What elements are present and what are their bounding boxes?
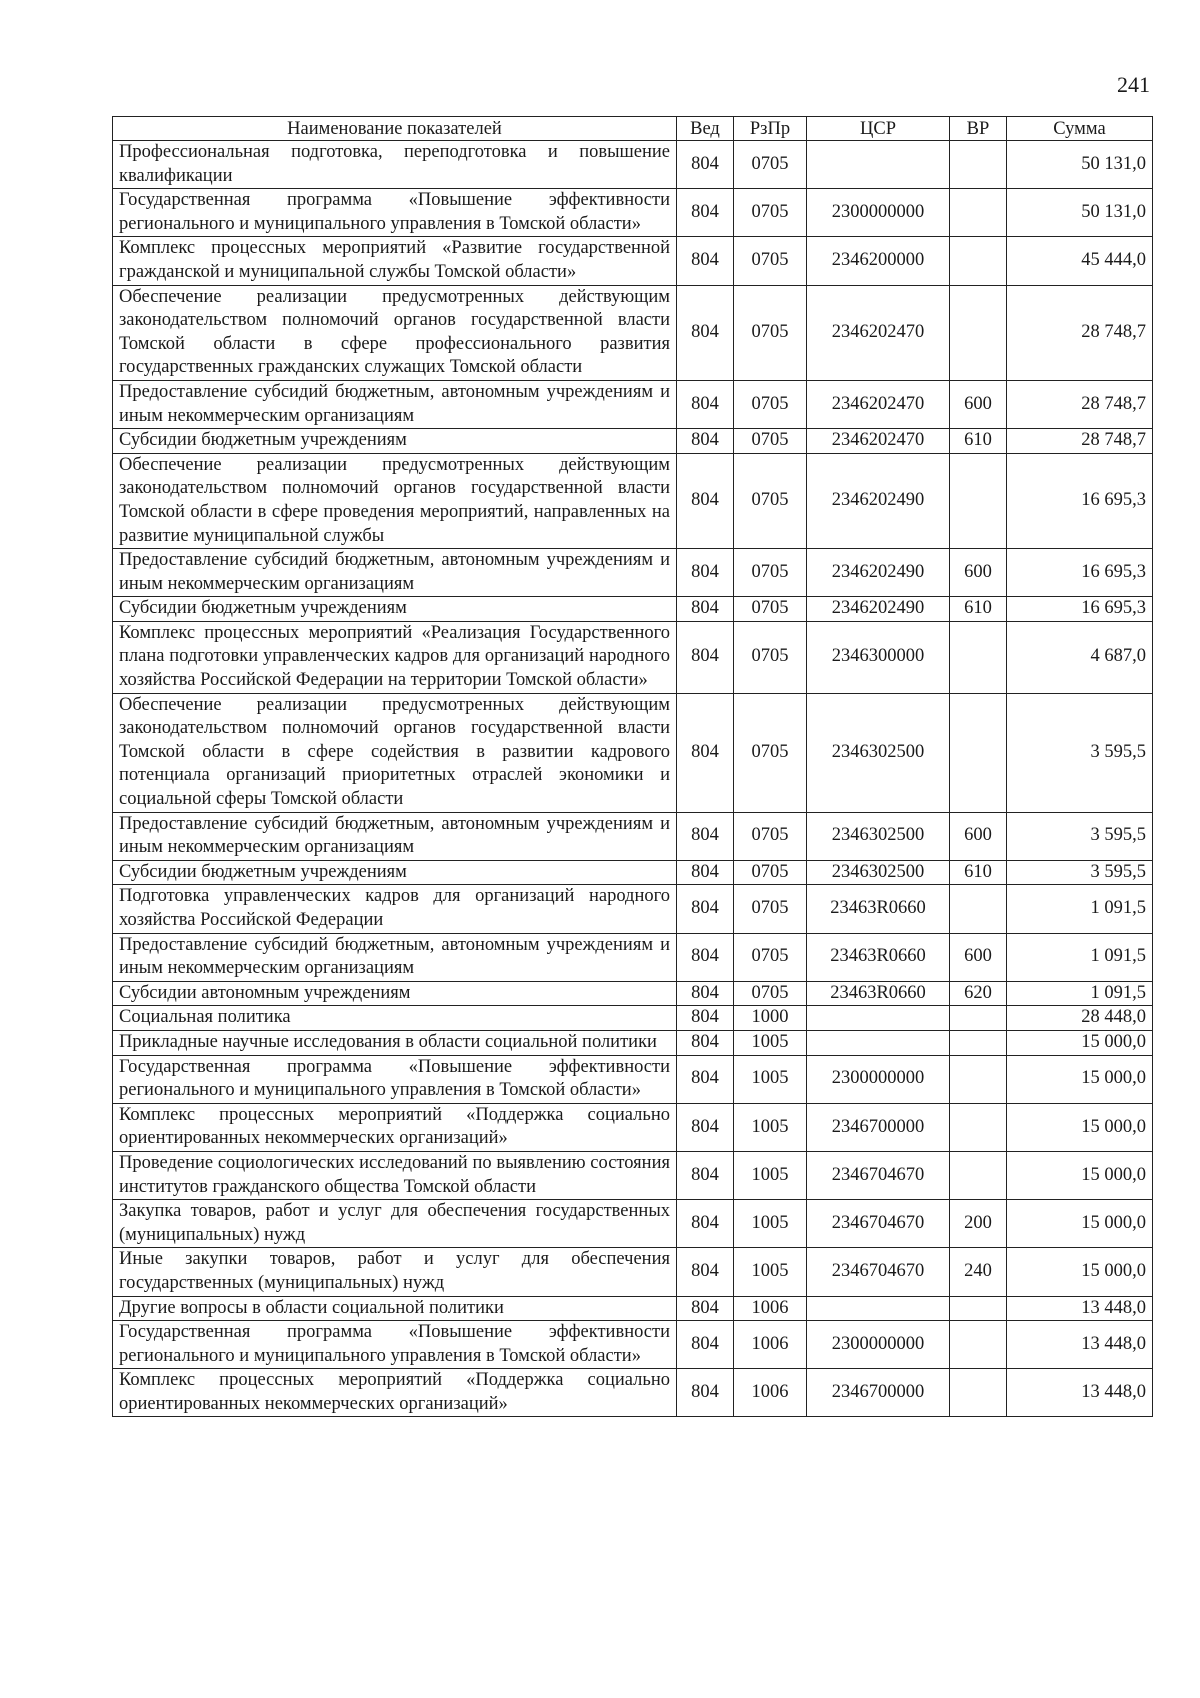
row-name: Предоставление субсидий бюджетным, автономным учреждениям и иным некоммерческим организациям [113, 549, 677, 597]
table-row [113, 981, 1153, 1006]
row-csr: 2346202490 [807, 453, 950, 548]
row-rzpr: 0705 [734, 597, 807, 622]
row-vr [950, 1321, 1007, 1369]
row-ved: 804 [677, 885, 734, 933]
row-rzpr: 0705 [734, 860, 807, 885]
row-vr [950, 1006, 1007, 1031]
page-number: 241 [1117, 72, 1150, 97]
row-name: Предоставление субсидий бюджетным, автономным учреждениям и иным некоммерческим организациям [113, 933, 677, 981]
row-sum: 15 000,0 [1007, 1103, 1153, 1151]
row-name: Другие вопросы в области социальной политики [113, 1296, 677, 1321]
row-csr: 2346704670 [807, 1200, 950, 1248]
table-row [113, 1055, 1153, 1103]
row-rzpr: 1005 [734, 1248, 807, 1296]
row-rzpr: 0705 [734, 141, 807, 189]
row-vr [950, 1369, 1007, 1417]
table-row [113, 1200, 1153, 1248]
row-sum: 28 448,0 [1007, 1006, 1153, 1031]
row-name: Субсидии бюджетным учреждениям [113, 860, 677, 885]
row-csr: 2346704670 [807, 1248, 950, 1296]
table-row [113, 453, 1153, 548]
row-csr [807, 1296, 950, 1321]
row-sum: 13 448,0 [1007, 1321, 1153, 1369]
table-row [113, 285, 1153, 380]
row-ved: 804 [677, 1321, 734, 1369]
row-rzpr: 0705 [734, 812, 807, 860]
table-row [113, 885, 1153, 933]
table-row [113, 933, 1153, 981]
table-header-row [113, 117, 1153, 141]
row-ved: 804 [677, 981, 734, 1006]
row-rzpr: 0705 [734, 453, 807, 548]
table-row [113, 141, 1153, 189]
row-vr: 600 [950, 549, 1007, 597]
table-row [113, 1248, 1153, 1296]
row-sum: 1 091,5 [1007, 981, 1153, 1006]
row-ved: 804 [677, 237, 734, 285]
header-ved: Вед [677, 117, 734, 141]
table-row [113, 1006, 1153, 1031]
row-ved: 804 [677, 1248, 734, 1296]
table-row [113, 812, 1153, 860]
row-csr: 23463R0660 [807, 885, 950, 933]
row-ved: 804 [677, 1151, 734, 1199]
row-csr: 2346202470 [807, 285, 950, 380]
table-row [113, 237, 1153, 285]
row-csr: 2346200000 [807, 237, 950, 285]
row-vr: 600 [950, 812, 1007, 860]
row-rzpr: 1005 [734, 1030, 807, 1055]
row-vr: 610 [950, 860, 1007, 885]
row-ved: 804 [677, 1369, 734, 1417]
table-row [113, 1103, 1153, 1151]
row-rzpr: 0705 [734, 621, 807, 693]
row-rzpr: 1006 [734, 1369, 807, 1417]
row-name: Комплекс процессных мероприятий «Поддержка социально ориентированных некоммерческих организаций» [113, 1103, 677, 1151]
row-sum: 28 748,7 [1007, 429, 1153, 454]
row-vr [950, 693, 1007, 812]
row-csr: 2300000000 [807, 1055, 950, 1103]
row-ved: 804 [677, 1055, 734, 1103]
row-vr: 200 [950, 1200, 1007, 1248]
table-row [113, 380, 1153, 428]
row-sum: 4 687,0 [1007, 621, 1153, 693]
row-name: Государственная программа «Повышение эффективности регионального и муниципального управления в Томской области» [113, 189, 677, 237]
row-ved: 804 [677, 1200, 734, 1248]
row-sum: 50 131,0 [1007, 141, 1153, 189]
row-csr: 2346202490 [807, 549, 950, 597]
row-name: Предоставление субсидий бюджетным, автономным учреждениям и иным некоммерческим организациям [113, 380, 677, 428]
row-name: Профессиональная подготовка, переподготовка и повышение квалификации [113, 141, 677, 189]
row-csr: 2346700000 [807, 1369, 950, 1417]
row-rzpr: 0705 [734, 380, 807, 428]
table-row [113, 429, 1153, 454]
row-vr [950, 237, 1007, 285]
table-row [113, 549, 1153, 597]
table-row [113, 1030, 1153, 1055]
row-csr: 2300000000 [807, 189, 950, 237]
row-name: Комплекс процессных мероприятий «Развитие государственной гражданской и муниципальной службы Томской области» [113, 237, 677, 285]
row-vr [950, 1030, 1007, 1055]
table-row [113, 693, 1153, 812]
row-rzpr: 0705 [734, 981, 807, 1006]
row-sum: 15 000,0 [1007, 1030, 1153, 1055]
row-vr: 240 [950, 1248, 1007, 1296]
row-sum: 3 595,5 [1007, 860, 1153, 885]
row-ved: 804 [677, 429, 734, 454]
row-name: Комплекс процессных мероприятий «Реализация Государственного плана подготовки управленческих кадров для организаций народного хозяйства Российской Федерации на территории Томской области» [113, 621, 677, 693]
row-name: Предоставление субсидий бюджетным, автономным учреждениям и иным некоммерческим организациям [113, 812, 677, 860]
row-csr: 2346202490 [807, 597, 950, 622]
row-name: Комплекс процессных мероприятий «Поддержка социально ориентированных некоммерческих организаций» [113, 1369, 677, 1417]
row-csr: 2346302500 [807, 693, 950, 812]
table-row [113, 597, 1153, 622]
header-vr: ВР [950, 117, 1007, 141]
row-rzpr: 0705 [734, 285, 807, 380]
row-ved: 804 [677, 621, 734, 693]
row-rzpr: 1005 [734, 1200, 807, 1248]
row-name: Подготовка управленческих кадров для организаций народного хозяйства Российской Федерации [113, 885, 677, 933]
row-sum: 15 000,0 [1007, 1248, 1153, 1296]
row-sum: 1 091,5 [1007, 885, 1153, 933]
header-rzpr: РзПр [734, 117, 807, 141]
row-ved: 804 [677, 1103, 734, 1151]
row-sum: 15 000,0 [1007, 1151, 1153, 1199]
table-row [113, 1151, 1153, 1199]
row-vr: 600 [950, 933, 1007, 981]
budget-table [112, 116, 1153, 1417]
row-csr: 2346302500 [807, 860, 950, 885]
row-ved: 804 [677, 860, 734, 885]
header-name: Наименование показателей [113, 117, 677, 141]
row-name: Субсидии бюджетным учреждениям [113, 429, 677, 454]
row-vr [950, 621, 1007, 693]
row-vr: 610 [950, 597, 1007, 622]
row-sum: 50 131,0 [1007, 189, 1153, 237]
row-sum: 15 000,0 [1007, 1055, 1153, 1103]
row-rzpr: 1005 [734, 1103, 807, 1151]
row-rzpr: 0705 [734, 429, 807, 454]
table-row [113, 1321, 1153, 1369]
row-vr [950, 189, 1007, 237]
row-csr [807, 1030, 950, 1055]
row-rzpr: 1005 [734, 1055, 807, 1103]
row-ved: 804 [677, 141, 734, 189]
table-row [113, 189, 1153, 237]
table-row [113, 621, 1153, 693]
header-sum: Сумма [1007, 117, 1153, 141]
row-name: Государственная программа «Повышение эффективности регионального и муниципального управления в Томской области» [113, 1055, 677, 1103]
row-rzpr: 0705 [734, 933, 807, 981]
row-csr: 2346300000 [807, 621, 950, 693]
row-name: Проведение социологических исследований по выявлению состояния институтов гражданского общества Томской области [113, 1151, 677, 1199]
table-row [113, 860, 1153, 885]
table-row [113, 1369, 1153, 1417]
row-vr [950, 1151, 1007, 1199]
header-csr: ЦСР [807, 117, 950, 141]
row-rzpr: 1000 [734, 1006, 807, 1031]
row-vr [950, 1296, 1007, 1321]
row-vr: 610 [950, 429, 1007, 454]
row-name: Обеспечение реализации предусмотренных действующим законодательством полномочий органов государственной власти Томской области в сфере содействия в развитии кадрового потенциала организаций приоритетных отраслей экономики и социальной сферы Томской области [113, 693, 677, 812]
row-vr: 600 [950, 380, 1007, 428]
row-ved: 804 [677, 549, 734, 597]
row-sum: 16 695,3 [1007, 453, 1153, 548]
row-sum: 13 448,0 [1007, 1296, 1153, 1321]
row-ved: 804 [677, 285, 734, 380]
table-row [113, 1296, 1153, 1321]
row-csr: 23463R0660 [807, 933, 950, 981]
row-ved: 804 [677, 1030, 734, 1055]
row-sum: 28 748,7 [1007, 285, 1153, 380]
row-rzpr: 0705 [734, 693, 807, 812]
row-csr: 2346202470 [807, 429, 950, 454]
row-rzpr: 1006 [734, 1296, 807, 1321]
row-vr [950, 141, 1007, 189]
table-body [113, 141, 1153, 1417]
row-vr [950, 1103, 1007, 1151]
row-name: Социальная политика [113, 1006, 677, 1031]
row-sum: 28 748,7 [1007, 380, 1153, 428]
row-ved: 804 [677, 1296, 734, 1321]
row-name: Обеспечение реализации предусмотренных действующим законодательством полномочий органов государственной власти Томской области в сфере профессионального развития государственных гражданских служащих Томской области [113, 285, 677, 380]
row-name: Иные закупки товаров, работ и услуг для обеспечения государственных (муниципальных) нужд [113, 1248, 677, 1296]
row-rzpr: 0705 [734, 189, 807, 237]
row-csr: 2346704670 [807, 1151, 950, 1199]
row-ved: 804 [677, 1006, 734, 1031]
row-csr: 2300000000 [807, 1321, 950, 1369]
row-vr [950, 1055, 1007, 1103]
row-csr [807, 141, 950, 189]
row-ved: 804 [677, 812, 734, 860]
row-sum: 45 444,0 [1007, 237, 1153, 285]
row-name: Прикладные научные исследования в области социальной политики [113, 1030, 677, 1055]
row-name: Субсидии автономным учреждениям [113, 981, 677, 1006]
row-csr: 2346302500 [807, 812, 950, 860]
row-vr: 620 [950, 981, 1007, 1006]
row-sum: 3 595,5 [1007, 693, 1153, 812]
row-sum: 1 091,5 [1007, 933, 1153, 981]
row-name: Государственная программа «Повышение эффективности регионального и муниципального управления в Томской области» [113, 1321, 677, 1369]
row-vr [950, 885, 1007, 933]
row-name: Обеспечение реализации предусмотренных действующим законодательством полномочий органов государственной власти Томской области в сфере проведения мероприятий, направленных на развитие муниципальной службы [113, 453, 677, 548]
row-rzpr: 0705 [734, 237, 807, 285]
row-ved: 804 [677, 380, 734, 428]
row-sum: 3 595,5 [1007, 812, 1153, 860]
row-ved: 804 [677, 453, 734, 548]
row-ved: 804 [677, 597, 734, 622]
row-sum: 13 448,0 [1007, 1369, 1153, 1417]
row-ved: 804 [677, 933, 734, 981]
row-name: Субсидии бюджетным учреждениям [113, 597, 677, 622]
row-name: Закупка товаров, работ и услуг для обеспечения государственных (муниципальных) нужд [113, 1200, 677, 1248]
row-csr [807, 1006, 950, 1031]
row-ved: 804 [677, 693, 734, 812]
row-rzpr: 1005 [734, 1151, 807, 1199]
row-rzpr: 0705 [734, 549, 807, 597]
row-csr: 23463R0660 [807, 981, 950, 1006]
row-sum: 16 695,3 [1007, 549, 1153, 597]
row-sum: 15 000,0 [1007, 1200, 1153, 1248]
row-vr [950, 285, 1007, 380]
row-rzpr: 1006 [734, 1321, 807, 1369]
row-vr [950, 453, 1007, 548]
row-sum: 16 695,3 [1007, 597, 1153, 622]
row-rzpr: 0705 [734, 885, 807, 933]
row-csr: 2346700000 [807, 1103, 950, 1151]
row-ved: 804 [677, 189, 734, 237]
row-csr: 2346202470 [807, 380, 950, 428]
